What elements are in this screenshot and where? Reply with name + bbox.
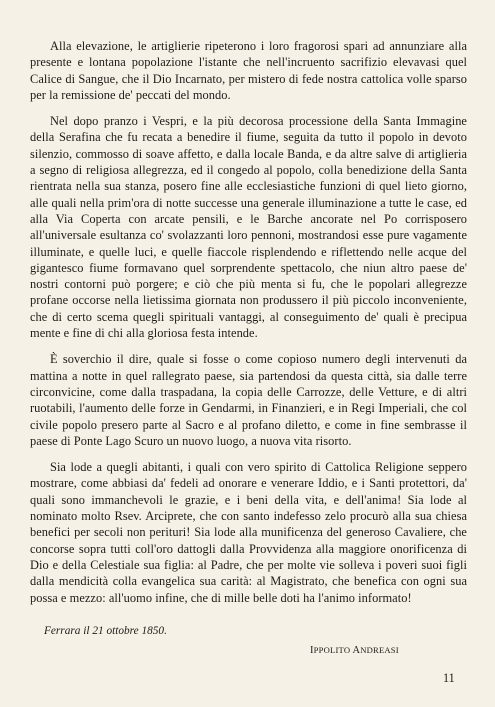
- date-line: Ferrara il 21 ottobre 1850.: [44, 625, 167, 637]
- paragraph-4: Sia lode a quegli abitanti, i quali con vero spirito di Cattolica Religione seppero mostrare, come abbiasi da' fedeli ad onorare e venerare Iddio, e i Santi protettori, da' quali sono immanchevoli le grazie, e i beni della vita, e dell'anima! Sia lode al nominato molto Rsev. Arciprete, che con santo indefesso zelo procurò alla sua chiesa benefici per secoli non perituri! Sia lode alla munificenza del generoso Cavaliere, che concorse sopra tutti coll'oro dattogli dalla Provvidenza alla maggiore onorificenza di Dio e della Celestiale sua figlia: al Padre, che per molte vie solleva i poveri suoi figli dalla mendicità colla evangelica sua carità: al Magistrato, che benefica con ogni sua possa e mezzo: all'uomo infine, che di mille belle doti ha l'animo informato!: [30, 460, 467, 605]
- author-last-initial: A: [352, 645, 361, 656]
- paragraph-1: Alla elevazione, le artiglierie ripeterono i loro fragorosi spari ad annunziare alla presente e lontana popolazione l'istante che nell'incruento sacrifizio elevavasi quel Calice di Sangue, che il Dio Incarnato, per mistero di fede nostra cattolica volle sparso per la remissione de' peccati del mondo.: [30, 39, 467, 102]
- author-first-initial: I: [310, 645, 314, 656]
- paragraph-3: È soverchio il dire, quale si fosse o come copioso numero degli intervenuti da mattina a notte in quel rallegrato paese, sia partendosi da questa città, sia dalle terre circonvicine, come dalla traspadana, la copia delle Carrozze, delle Vetture, e di altri ruotabili, l'aumento delle forze in Gendarmi, in Finanzieri, e in Regi Imperiali, che col civile popolo presero parte al Sacro e al profano diletto, e come in fine sembrasse il paese di Ponte Lago Scuro un nuovo luogo, a nuova vita risorto.: [30, 352, 467, 448]
- page-number: 11: [443, 671, 455, 685]
- body-text: [30, 38, 467, 606]
- author-first-rest: PPOLITO: [313, 645, 351, 655]
- author-signature: [310, 645, 399, 656]
- author-last-rest: NDREASI: [360, 645, 399, 655]
- paragraph-2: Nel dopo pranzo i Vespri, e la più decorosa processione della Santa Immagine della Serafina che fu recata a benedire il fiume, seguita da tutto il popolo in devoto silenzio, commosso di soave affetto, e dalla locale Banda, e da altre salve di artiglieria a segno di religiosa allegrezza, ed il congedo al popolo, colla benedizione della Santa rientrata nella sua stanza, posero fine alle ecclesiastiche funzioni di quel lieto giorno, alle quali nella prim'ora di notte successe una generale illuminazione a tutte le case, ed alla Via Coperta con arcate pensili, e le Barche ancorate nel Po corrisposero all'universale esultanza co' svolazzanti loro pennoni, mostrandosi esse pure vagamente illuminate, e quelle luci, e quelle fiaccole risplendendo e riflettendo nelle acque del gigantesco fiume formavano quel sorprendente spettacolo, che niun altro paese de' nostri contorni può porgere; e ciò che più menta si fu, che le popolari allegrezze profane occorse nella lietissima giornata non produssero il più piccolo inconveniente, che di certo scema quegli spirituali vantaggi, al conseguimento de' quali è precipua mente e fine di chi alla gloriosa festa intende.: [30, 114, 467, 341]
